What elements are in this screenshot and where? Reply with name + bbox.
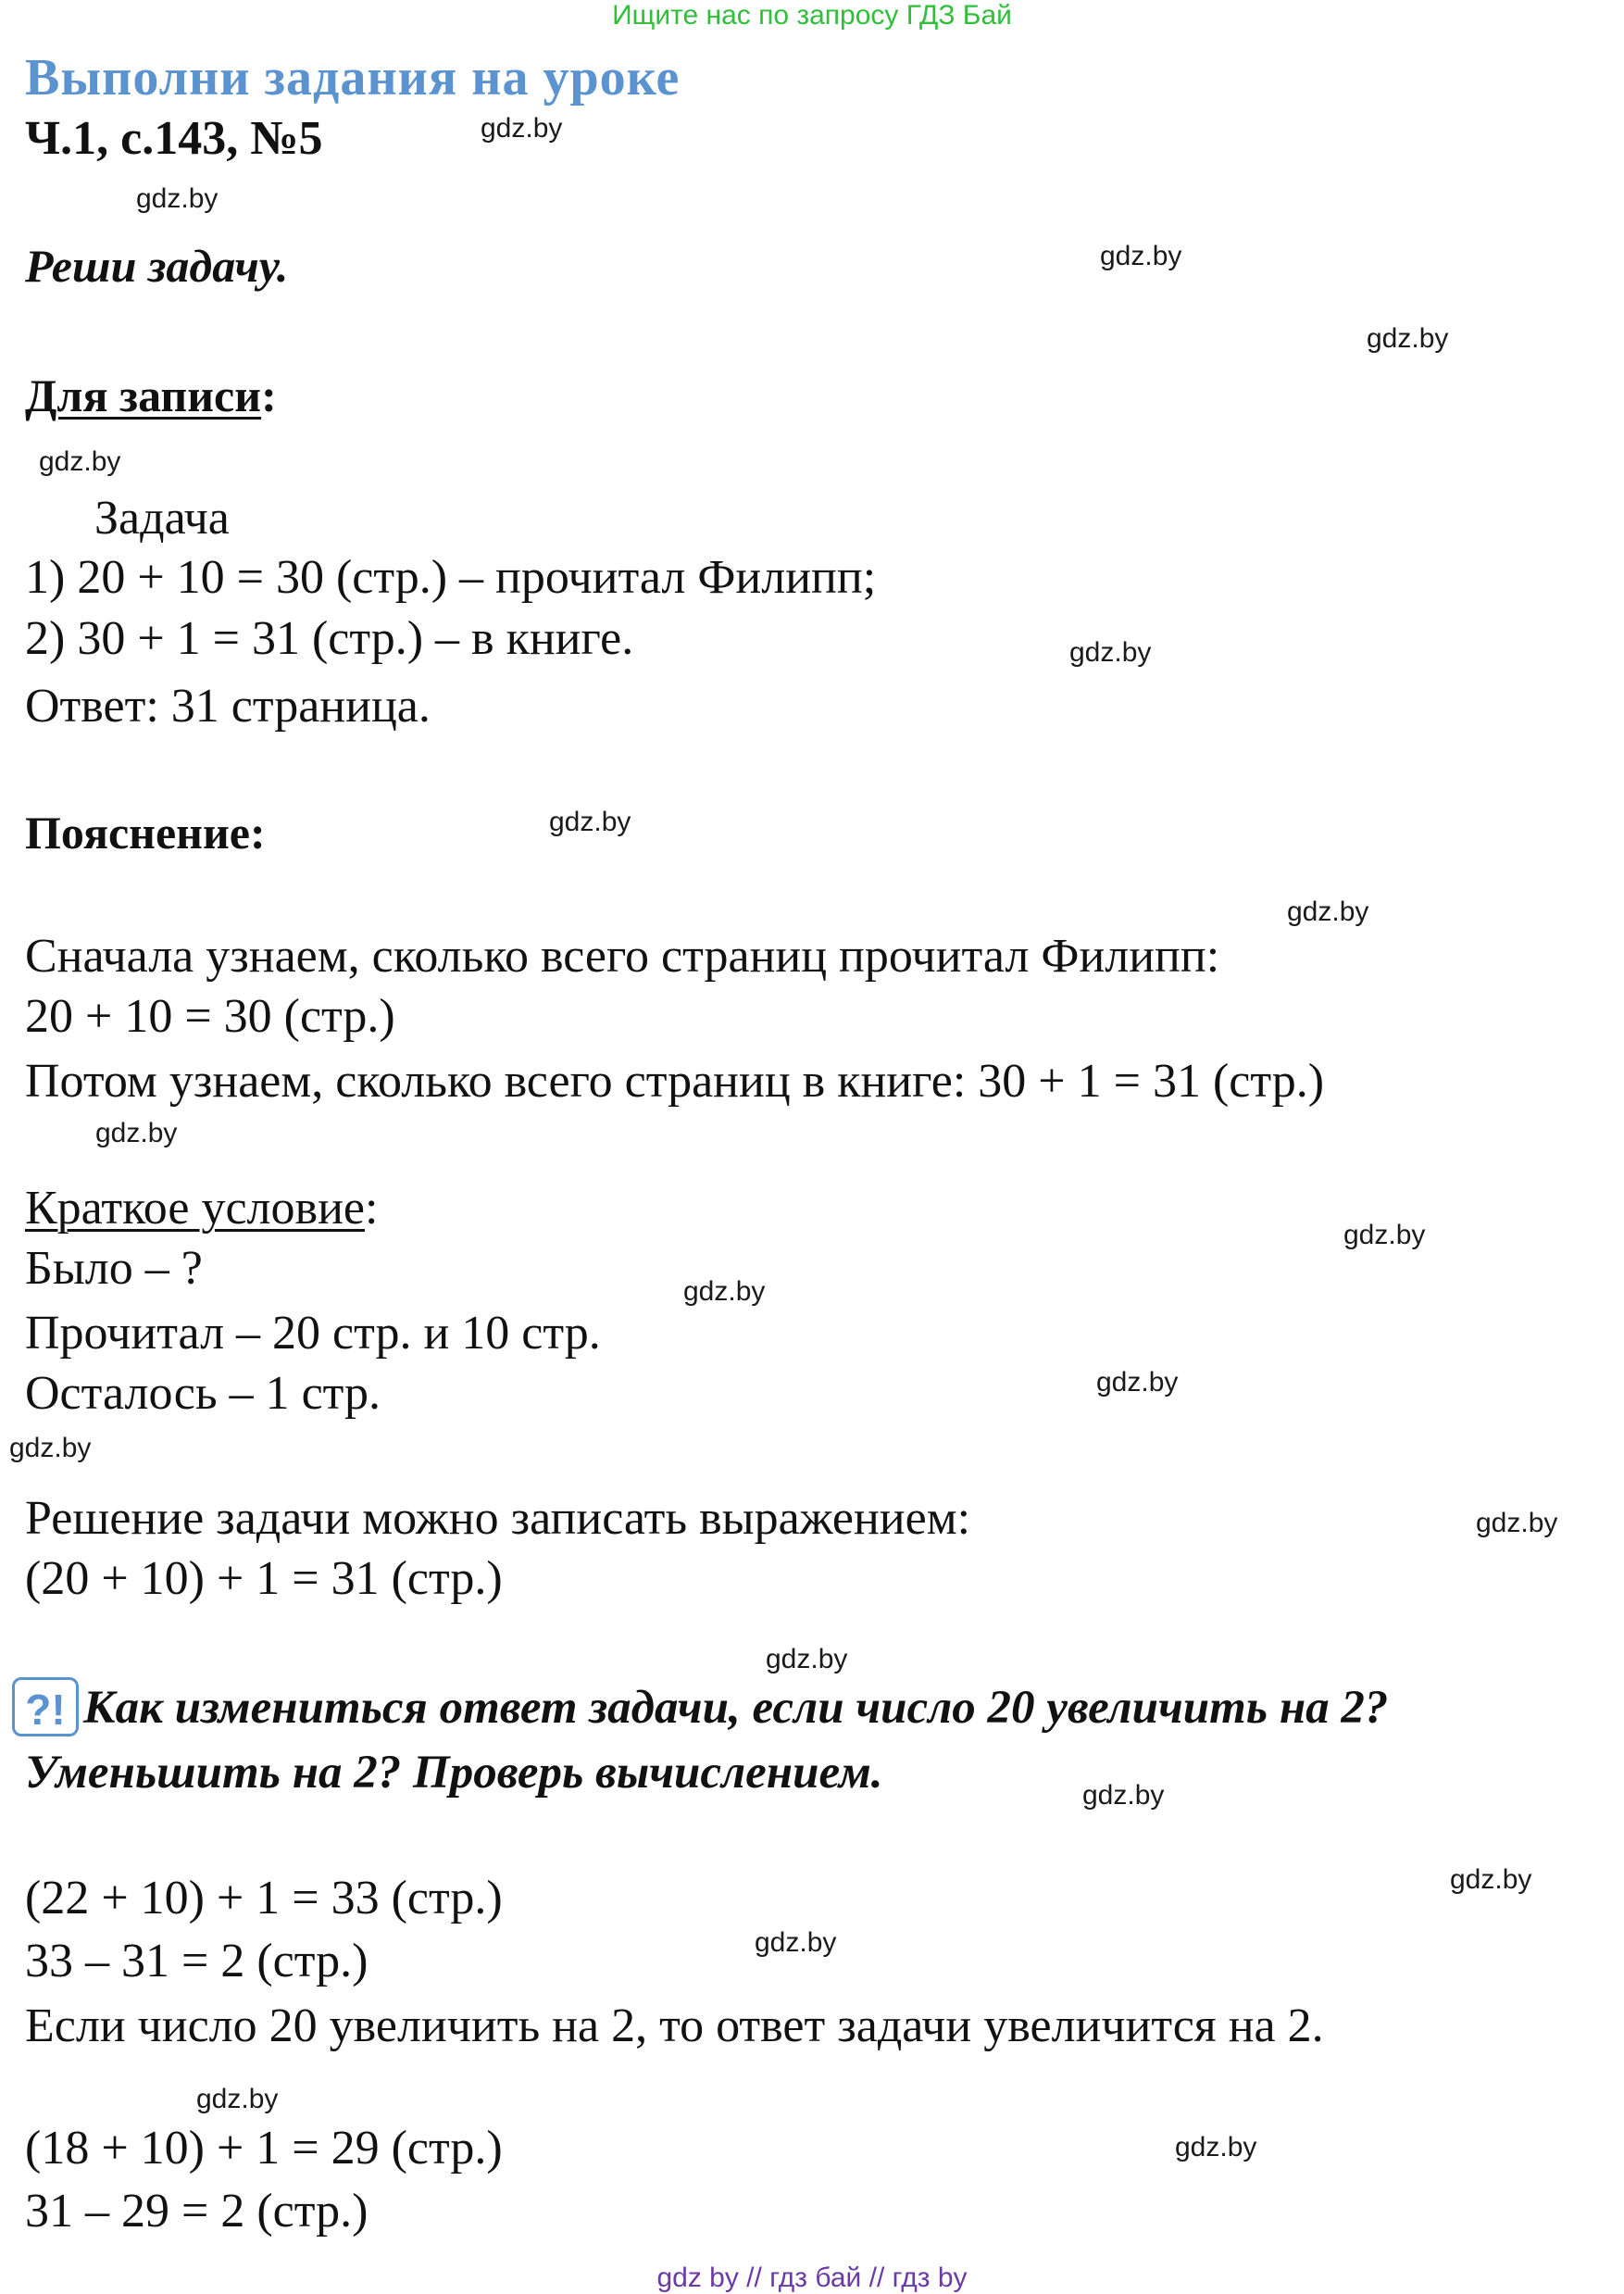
condition-line: Осталось – 1 стр. (25, 1367, 381, 1420)
check-line: Если число 20 увеличить на 2, то ответ задачи увеличится на 2. (25, 1999, 1324, 2052)
check-line: 33 – 31 = 2 (стр.) (25, 1935, 369, 1987)
record-title-text: Для записи (25, 370, 262, 421)
record-title-colon: : (261, 370, 277, 421)
watermark: gdz.by (9, 1433, 92, 1463)
explanation-title: Пояснение: (25, 807, 266, 859)
watermark: gdz.by (95, 1118, 178, 1148)
watermark: gdz.by (549, 807, 631, 837)
watermark: gdz.by (755, 1927, 837, 1958)
watermark: gdz.by (481, 113, 563, 144)
record-section-title (25, 369, 277, 422)
task-instruction: Реши задачу. (25, 240, 289, 292)
watermark: gdz.by (1476, 1508, 1558, 1538)
check-line: 31 – 29 = 2 (стр.) (25, 2185, 369, 2238)
watermark: gdz.by (1096, 1367, 1179, 1398)
record-answer: Ответ: 31 страница. (25, 680, 431, 733)
search-hint-banner: Ищите нас по запросу ГДЗ Бай (612, 0, 1012, 31)
expression-line: Решение задачи можно записать выражением: (25, 1492, 971, 1545)
watermark: gdz.by (1367, 323, 1449, 354)
check-line: (22 + 10) + 1 = 33 (стр.) (25, 1872, 503, 1924)
question-badge-icon: ?! (12, 1677, 79, 1736)
record-line: 2) 30 + 1 = 31 (стр.) – в книге. (25, 612, 634, 665)
question-line: Как измениться ответ задачи, если число 20 увеличить на 2? (83, 1682, 1389, 1734)
record-line: Задача (94, 492, 230, 545)
watermark: gdz.by (1343, 1220, 1426, 1250)
check-line: (18 + 10) + 1 = 29 (стр.) (25, 2122, 503, 2175)
watermark: gdz.by (683, 1276, 766, 1307)
watermark: gdz.by (196, 2084, 279, 2114)
explanation-line: Сначала узнаем, сколько всего страниц прочитал Филипп: (25, 930, 1220, 983)
watermark: gdz.by (39, 446, 121, 477)
watermark: gdz.by (136, 183, 219, 214)
watermark: gdz.by (1287, 896, 1369, 927)
watermark: gdz.by (1450, 1864, 1532, 1895)
explanation-line: 20 + 10 = 30 (стр.) (25, 990, 395, 1043)
exercise-reference: Ч.1, с.143, №5 (25, 112, 323, 165)
record-line: 1) 20 + 10 = 30 (стр.) – прочитал Филипп; (25, 551, 877, 604)
condition-title-text: Краткое условие (25, 1182, 365, 1235)
footer-links: gdz by // гдз бай // гдз by (656, 2263, 968, 2293)
condition-title-colon: : (364, 1182, 379, 1235)
condition-title (25, 1181, 378, 1235)
condition-line: Прочитал – 20 стр. и 10 стр. (25, 1307, 601, 1360)
expression-line: (20 + 10) + 1 = 31 (стр.) (25, 1552, 503, 1605)
page-heading: Выполни задания на уроке (25, 49, 681, 107)
watermark: gdz.by (1069, 637, 1152, 668)
watermark: gdz.by (1082, 1780, 1165, 1811)
explanation-line: Потом узнаем, сколько всего страниц в книге: 30 + 1 = 31 (стр.) (25, 1055, 1325, 1108)
watermark: gdz.by (1175, 2132, 1257, 2162)
condition-line: Было – ? (25, 1242, 203, 1295)
question-line: Уменьшить на 2? Проверь вычислением. (25, 1747, 883, 1799)
watermark: gdz.by (1100, 241, 1182, 271)
watermark: gdz.by (766, 1644, 848, 1674)
